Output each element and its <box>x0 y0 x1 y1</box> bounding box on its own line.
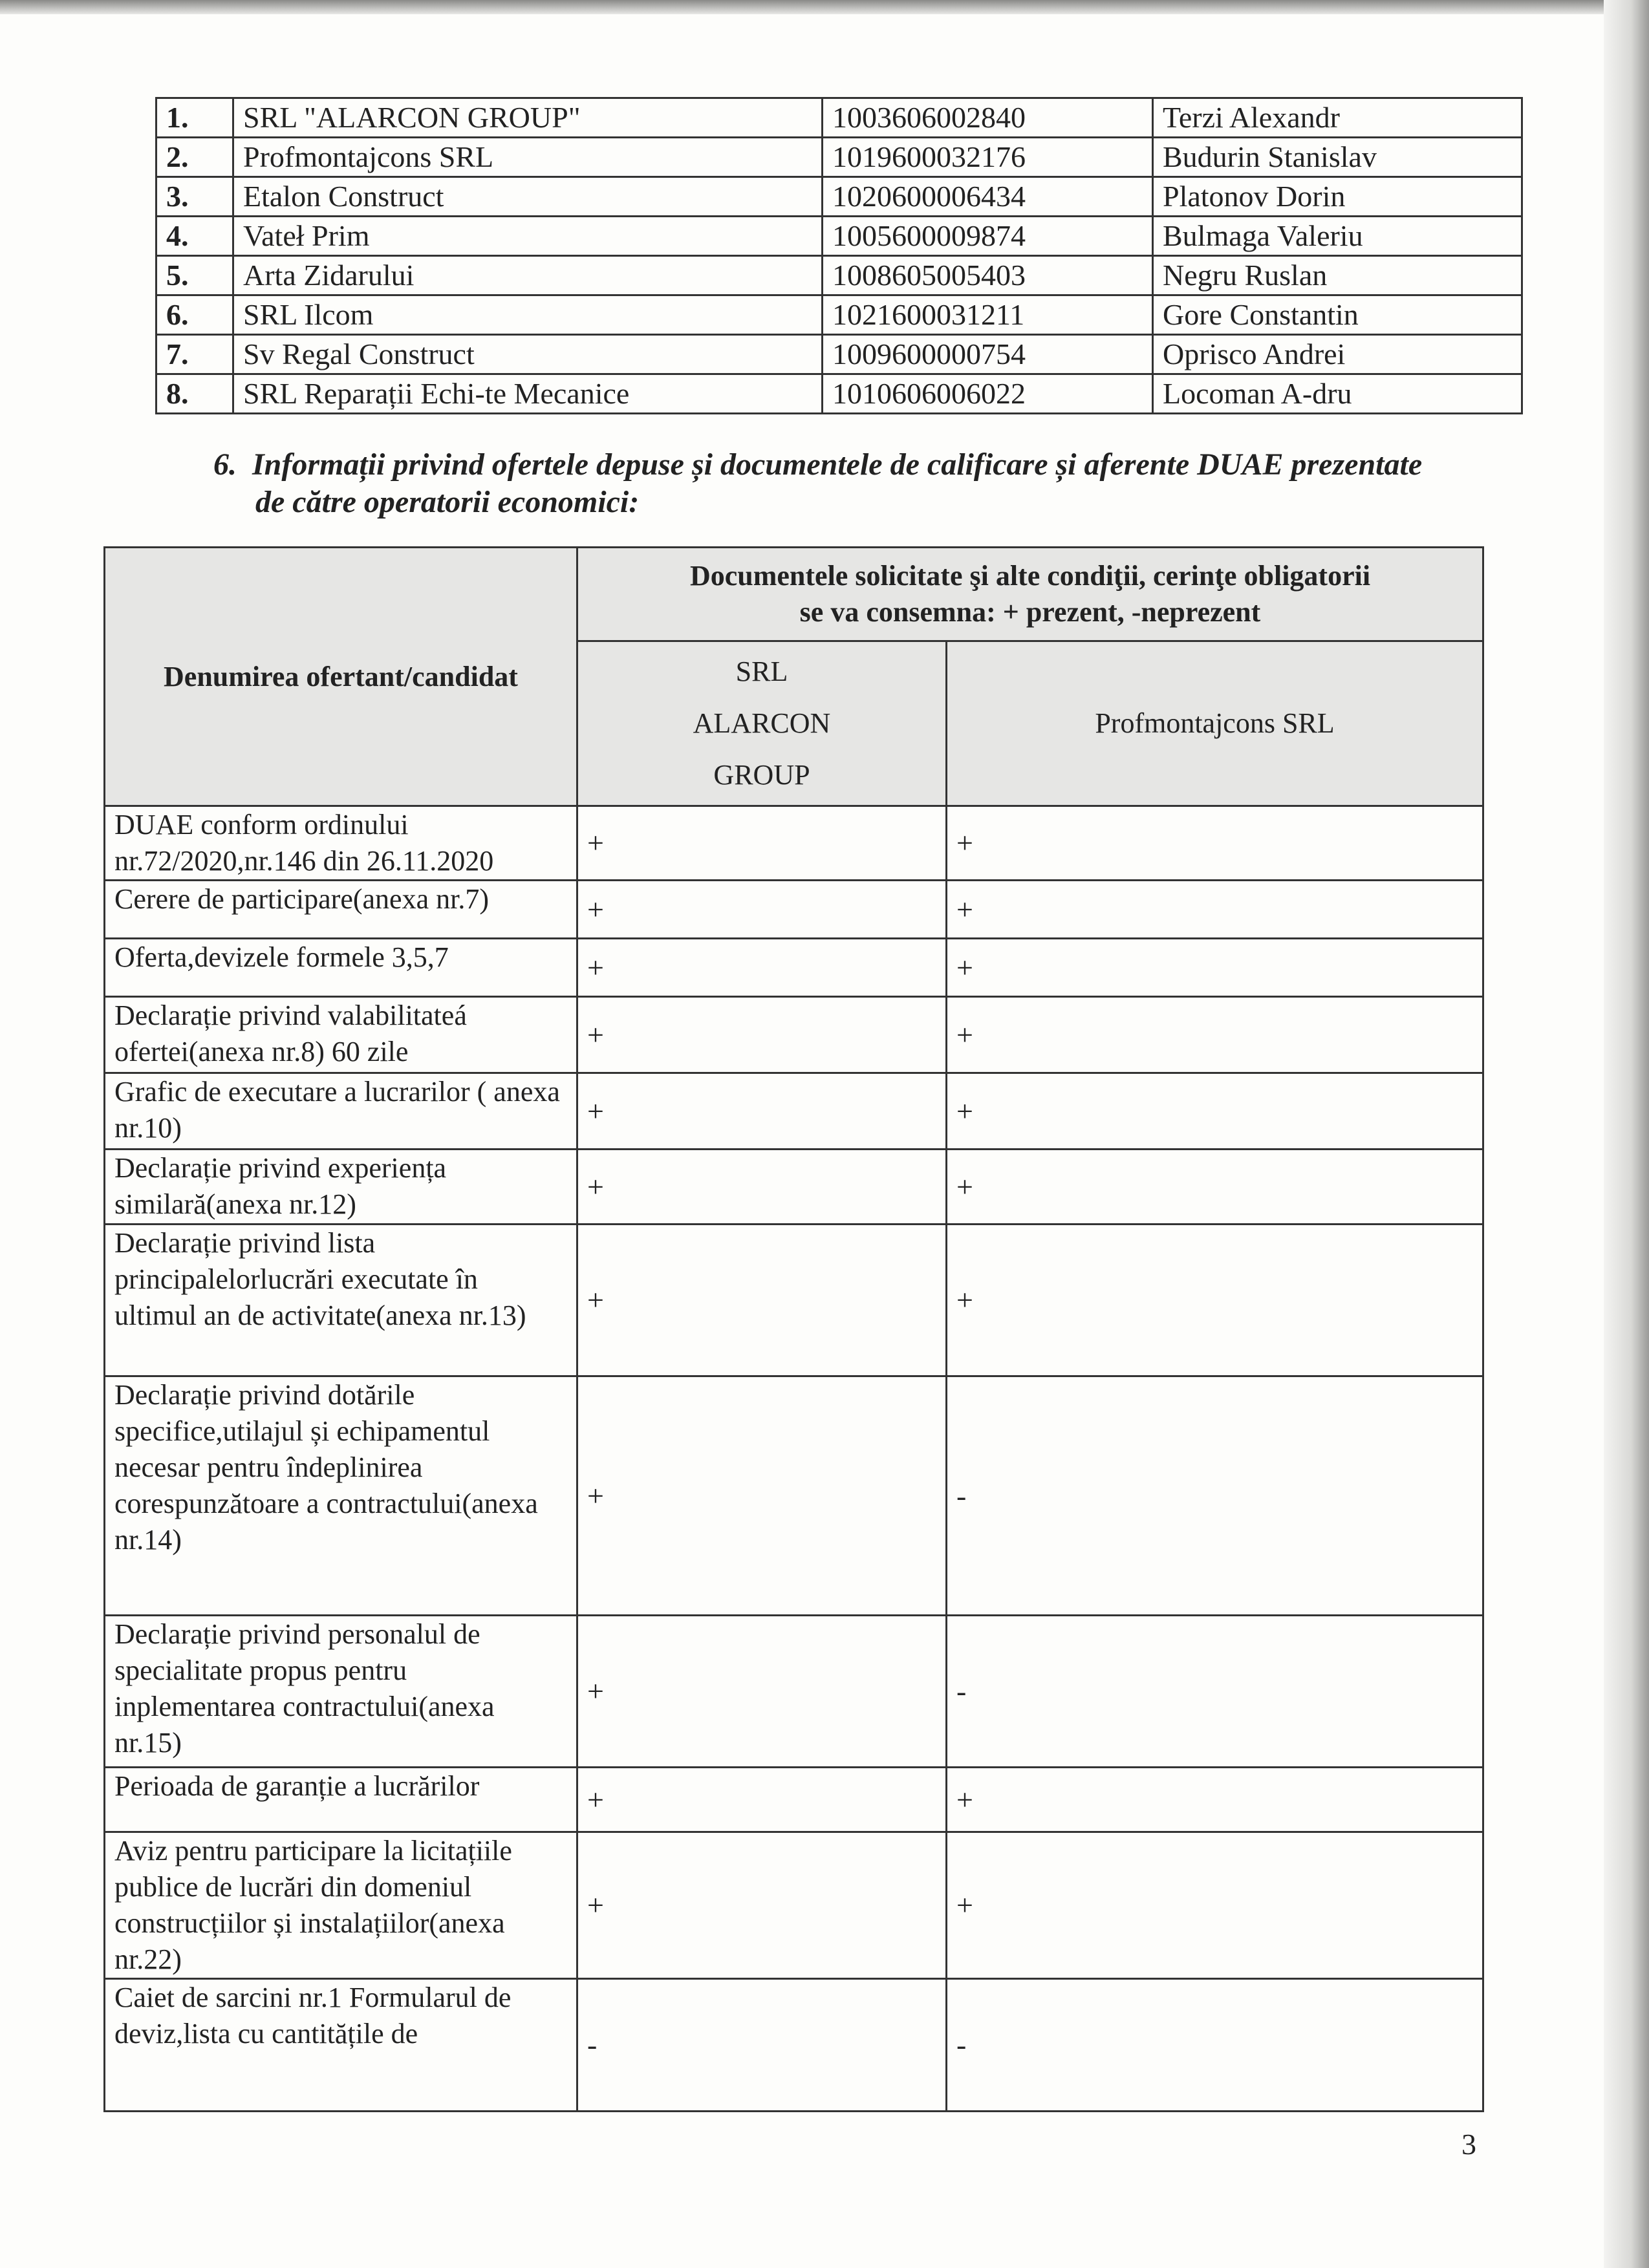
company-number: 5. <box>156 256 233 295</box>
company-row <box>156 98 1522 138</box>
mark-profmontajcons: - <box>947 1376 1483 1616</box>
company-row <box>156 295 1522 335</box>
mark-alarcon: + <box>577 1376 947 1616</box>
offer-row <box>105 1376 1483 1616</box>
col-name-header: Denumirea ofertant/candidat <box>105 548 577 806</box>
company-name: Sv Regal Construct <box>233 335 823 374</box>
bidder-header-alarcon <box>577 641 947 806</box>
offers-table <box>103 546 1484 2112</box>
group-header-line1: Documentele solicitate şi alte condiţii, cerinţe obligatorii <box>689 560 1371 592</box>
section-heading <box>213 446 1500 521</box>
company-number: 7. <box>156 335 233 374</box>
company-name: SRL Ilcom <box>233 295 823 335</box>
mark-alarcon: + <box>577 939 947 997</box>
group-header <box>577 548 1483 641</box>
offer-row <box>105 881 1483 939</box>
company-representative: Budurin Stanislav <box>1153 138 1522 177</box>
mark-alarcon: + <box>577 1832 947 1979</box>
bidder-1-line3: GROUP <box>713 759 810 791</box>
document-name: Aviz pentru participare la licitațiile publice de lucrări din domeniul construcțiilor și instalațiilor(anexa nr.22) <box>105 1832 577 1979</box>
mark-alarcon: + <box>577 806 947 881</box>
mark-alarcon: + <box>577 1768 947 1832</box>
company-number: 4. <box>156 217 233 256</box>
company-name: Etalon Construct <box>233 177 823 217</box>
page-number: 3 <box>1461 2128 1476 2161</box>
company-number: 8. <box>156 374 233 414</box>
company-number: 2. <box>156 138 233 177</box>
document-name: Perioada de garanție a lucrărilor <box>105 1768 577 1832</box>
mark-profmontajcons: + <box>947 1073 1483 1150</box>
company-number: 3. <box>156 177 233 217</box>
mark-alarcon: + <box>577 881 947 939</box>
offer-row <box>105 1150 1483 1225</box>
company-representative: Negru Ruslan <box>1153 256 1522 295</box>
offer-row <box>105 1832 1483 1979</box>
company-representative: Gore Constantin <box>1153 295 1522 335</box>
document-name: Cerere de participare(anexa nr.7) <box>105 881 577 939</box>
mark-alarcon: + <box>577 997 947 1073</box>
mark-alarcon: + <box>577 1616 947 1768</box>
document-name: Declarație privind dotările specifice,utilajul și echipamentul necesar pentru îndeplinirea corespunzătoare a contractului(anexa nr.14) <box>105 1376 577 1616</box>
bidder-header-profmontajcons: Profmontajcons SRL <box>947 641 1483 806</box>
mark-profmontajcons: + <box>947 939 1483 997</box>
company-code: 1010606006022 <box>823 374 1153 414</box>
mark-profmontajcons: + <box>947 997 1483 1073</box>
mark-profmontajcons: + <box>947 806 1483 881</box>
mark-profmontajcons: + <box>947 1832 1483 1979</box>
mark-profmontajcons: + <box>947 1768 1483 1832</box>
section-title-line2: de către operatorii economici: <box>255 485 640 519</box>
mark-alarcon: - <box>577 1979 947 2112</box>
document-name: DUAE conform ordinului nr.72/2020,nr.146 din 26.11.2020 <box>105 806 577 881</box>
document-name: Oferta,devizele formele 3,5,7 <box>105 939 577 997</box>
company-row <box>156 177 1522 217</box>
company-name: Profmontajcons SRL <box>233 138 823 177</box>
company-row <box>156 374 1522 414</box>
offer-row <box>105 1225 1483 1376</box>
offer-row <box>105 997 1483 1073</box>
group-header-line2: se va consemna: + prezent, -neprezent <box>799 596 1261 628</box>
company-representative: Bulmaga Valeriu <box>1153 217 1522 256</box>
section-title-line1: Informații privind ofertele depuse și documentele de calificare și aferente DUAE prezentate <box>252 447 1423 482</box>
company-row <box>156 138 1522 177</box>
section-number: 6. <box>213 447 237 482</box>
bidder-1-line2: ALARCON <box>693 707 831 739</box>
company-name: SRL "ALARCON GROUP" <box>233 98 823 138</box>
offer-row <box>105 1768 1483 1832</box>
document-name: Declarație privind personalul de specialitate propus pentru inplementarea contractului(anexa nr.15) <box>105 1616 577 1768</box>
offer-row <box>105 939 1483 997</box>
company-code: 1009600000754 <box>823 335 1153 374</box>
mark-profmontajcons: + <box>947 1225 1483 1376</box>
scan-edge-right <box>1604 0 1649 2268</box>
mark-profmontajcons: + <box>947 1150 1483 1225</box>
company-name: Arta Zidarului <box>233 256 823 295</box>
company-code: 1008605005403 <box>823 256 1153 295</box>
document-name: Caiet de sarcini nr.1 Formularul de deviz,lista cu cantitățile de <box>105 1979 577 2112</box>
document-name: Declarație privind experiența similară(anexa nr.12) <box>105 1150 577 1225</box>
company-representative: Terzi Alexandr <box>1153 98 1522 138</box>
mark-alarcon: + <box>577 1150 947 1225</box>
company-row <box>156 217 1522 256</box>
company-name: SRL Reparații Echi-te Mecanice <box>233 374 823 414</box>
document-name: Declarație privind lista principalelorlucrări executate în ultimul an de activitate(anexa nr.13) <box>105 1225 577 1376</box>
offer-row <box>105 806 1483 881</box>
mark-profmontajcons: - <box>947 1979 1483 2112</box>
document-name: Declarație privind valabilitateá ofertei(anexa nr.8) 60 zile <box>105 997 577 1073</box>
bidder-1-line1: SRL <box>735 656 788 687</box>
document-name: Grafic de executare a lucrarilor ( anexa nr.10) <box>105 1073 577 1150</box>
company-representative: Locoman A-dru <box>1153 374 1522 414</box>
offers-header-row <box>105 548 1483 641</box>
mark-profmontajcons: + <box>947 881 1483 939</box>
offer-row <box>105 1979 1483 2112</box>
company-code: 1021600031211 <box>823 295 1153 335</box>
company-code: 1020600006434 <box>823 177 1153 217</box>
company-row <box>156 335 1522 374</box>
company-code: 1019600032176 <box>823 138 1153 177</box>
companies-table <box>155 97 1523 414</box>
scan-edge-top <box>0 0 1649 14</box>
company-code: 1005600009874 <box>823 217 1153 256</box>
mark-alarcon: + <box>577 1073 947 1150</box>
mark-profmontajcons: - <box>947 1616 1483 1768</box>
company-number: 1. <box>156 98 233 138</box>
offer-row <box>105 1616 1483 1768</box>
company-representative: Platonov Dorin <box>1153 177 1522 217</box>
company-row <box>156 256 1522 295</box>
offer-row <box>105 1073 1483 1150</box>
company-code: 1003606002840 <box>823 98 1153 138</box>
company-representative: Oprisco Andrei <box>1153 335 1522 374</box>
company-number: 6. <box>156 295 233 335</box>
mark-alarcon: + <box>577 1225 947 1376</box>
company-name: Vateł Prim <box>233 217 823 256</box>
